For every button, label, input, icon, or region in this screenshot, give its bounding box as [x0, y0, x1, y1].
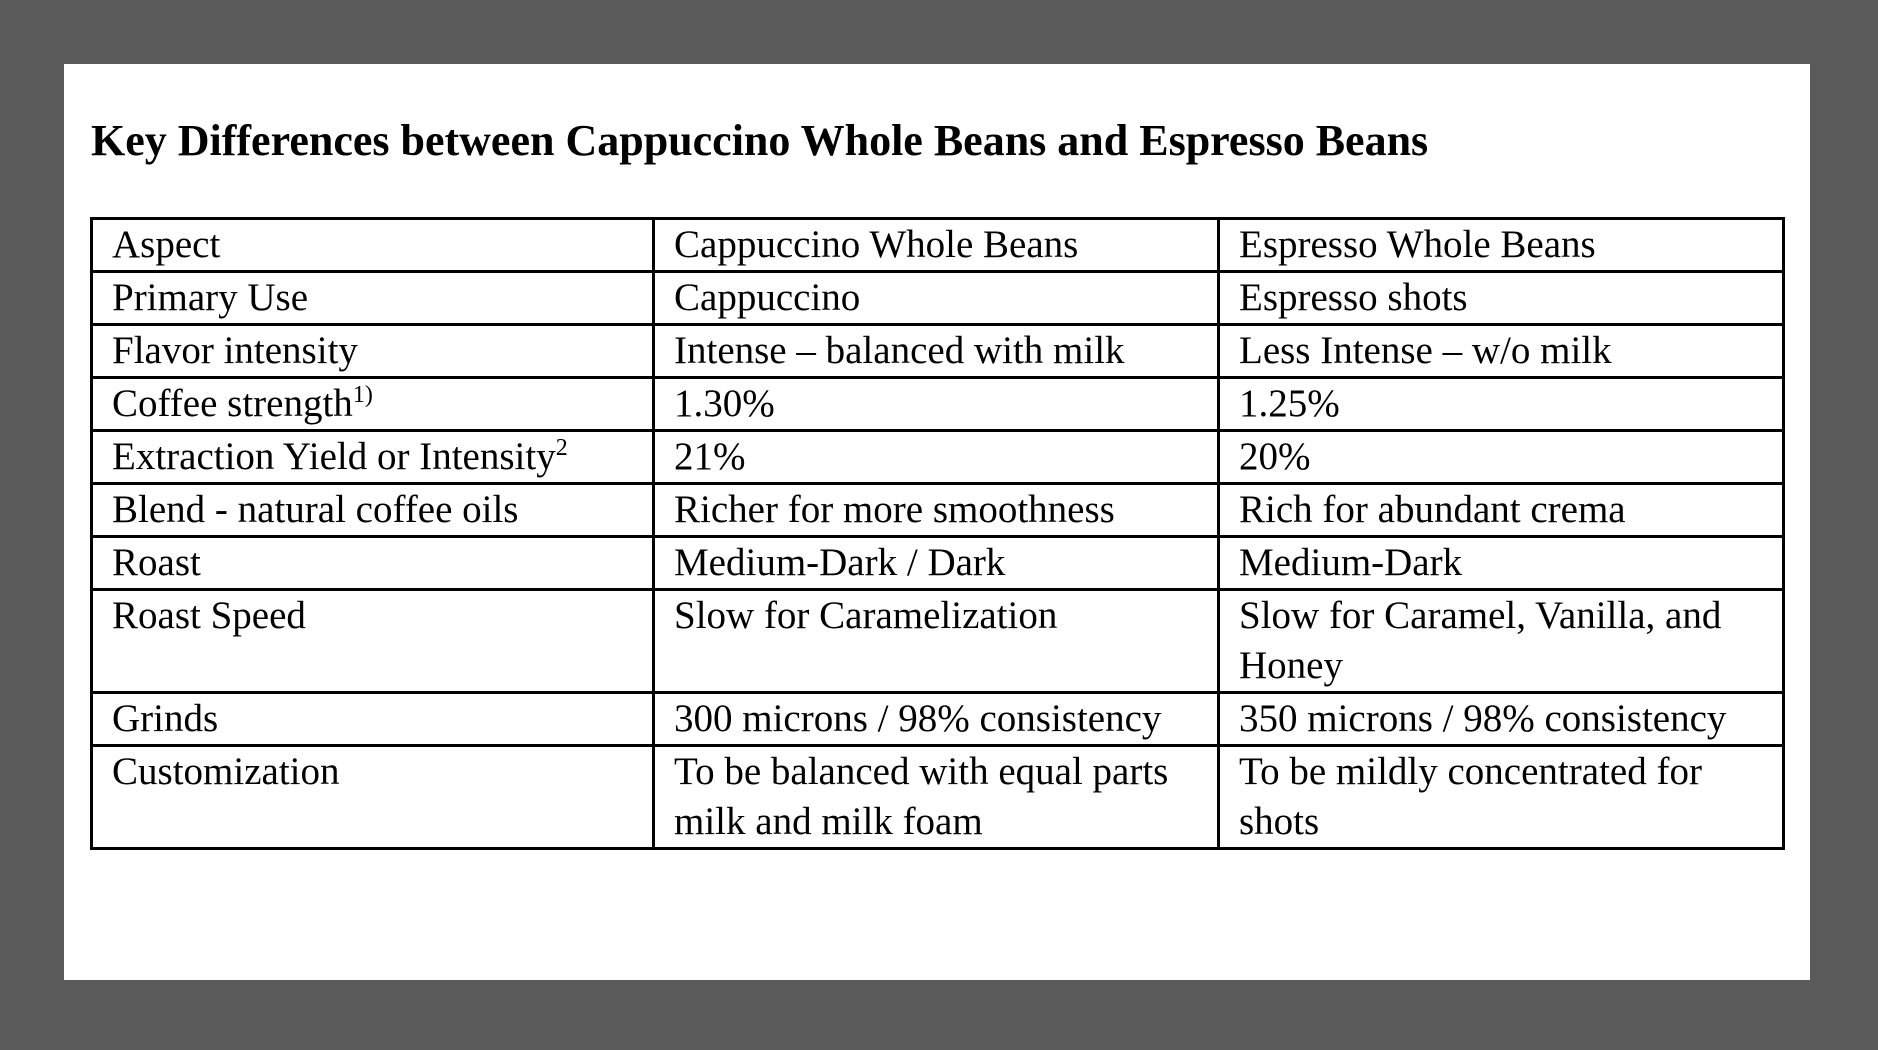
cappuccino-cell: To be balanced with equal parts milk and milk foam	[654, 746, 1219, 849]
aspect-cell: Blend - natural coffee oils	[92, 484, 654, 537]
espresso-cell: Slow for Caramel, Vanilla, and Honey	[1219, 590, 1784, 693]
cappuccino-cell: Richer for more smoothness	[654, 484, 1219, 537]
aspect-cell: Roast	[92, 537, 654, 590]
espresso-cell: Medium-Dark	[1219, 537, 1784, 590]
aspect-cell: Flavor intensity	[92, 325, 654, 378]
table-row	[92, 272, 1784, 325]
cappuccino-cell: Medium-Dark / Dark	[654, 537, 1219, 590]
espresso-cell: 1.25%	[1219, 378, 1784, 431]
aspect-cell	[92, 378, 654, 431]
document-title: Key Differences between Cappuccino Whole Beans and Espresso Beans	[91, 116, 1429, 165]
table-row	[92, 431, 1784, 484]
cappuccino-cell: 300 microns / 98% consistency	[654, 693, 1219, 746]
aspect-cell: Customization	[92, 746, 654, 849]
aspect-label: Extraction Yield or Intensity	[112, 435, 556, 478]
cappuccino-cell: 1.30%	[654, 378, 1219, 431]
espresso-cell: 350 microns / 98% consistency	[1219, 693, 1784, 746]
aspect-cell: Grinds	[92, 693, 654, 746]
aspect-cell: Primary Use	[92, 272, 654, 325]
footnote-marker: 2	[555, 435, 568, 461]
table-row	[92, 325, 1784, 378]
cappuccino-cell: Intense – balanced with milk	[654, 325, 1219, 378]
espresso-cell: Espresso shots	[1219, 272, 1784, 325]
header-aspect: Aspect	[92, 219, 654, 272]
cappuccino-cell: 21%	[654, 431, 1219, 484]
table-row	[92, 484, 1784, 537]
header-espresso: Espresso Whole Beans	[1219, 219, 1784, 272]
espresso-cell: Rich for abundant crema	[1219, 484, 1784, 537]
document-page	[64, 64, 1810, 980]
aspect-cell: Roast Speed	[92, 590, 654, 693]
table-row	[92, 746, 1784, 849]
footnote-marker: 1)	[352, 382, 373, 408]
aspect-label: Coffee strength	[112, 382, 353, 425]
header-cappuccino: Cappuccino Whole Beans	[654, 219, 1219, 272]
espresso-cell: To be mildly concentrated for shots	[1219, 746, 1784, 849]
table-row	[92, 590, 1784, 693]
comparison-table	[90, 217, 1785, 850]
table-row	[92, 378, 1784, 431]
cappuccino-cell: Cappuccino	[654, 272, 1219, 325]
cappuccino-cell: Slow for Caramelization	[654, 590, 1219, 693]
table-row	[92, 693, 1784, 746]
espresso-cell: Less Intense – w/o milk	[1219, 325, 1784, 378]
table-row	[92, 537, 1784, 590]
aspect-cell	[92, 431, 654, 484]
table-header-row	[92, 219, 1784, 272]
espresso-cell: 20%	[1219, 431, 1784, 484]
